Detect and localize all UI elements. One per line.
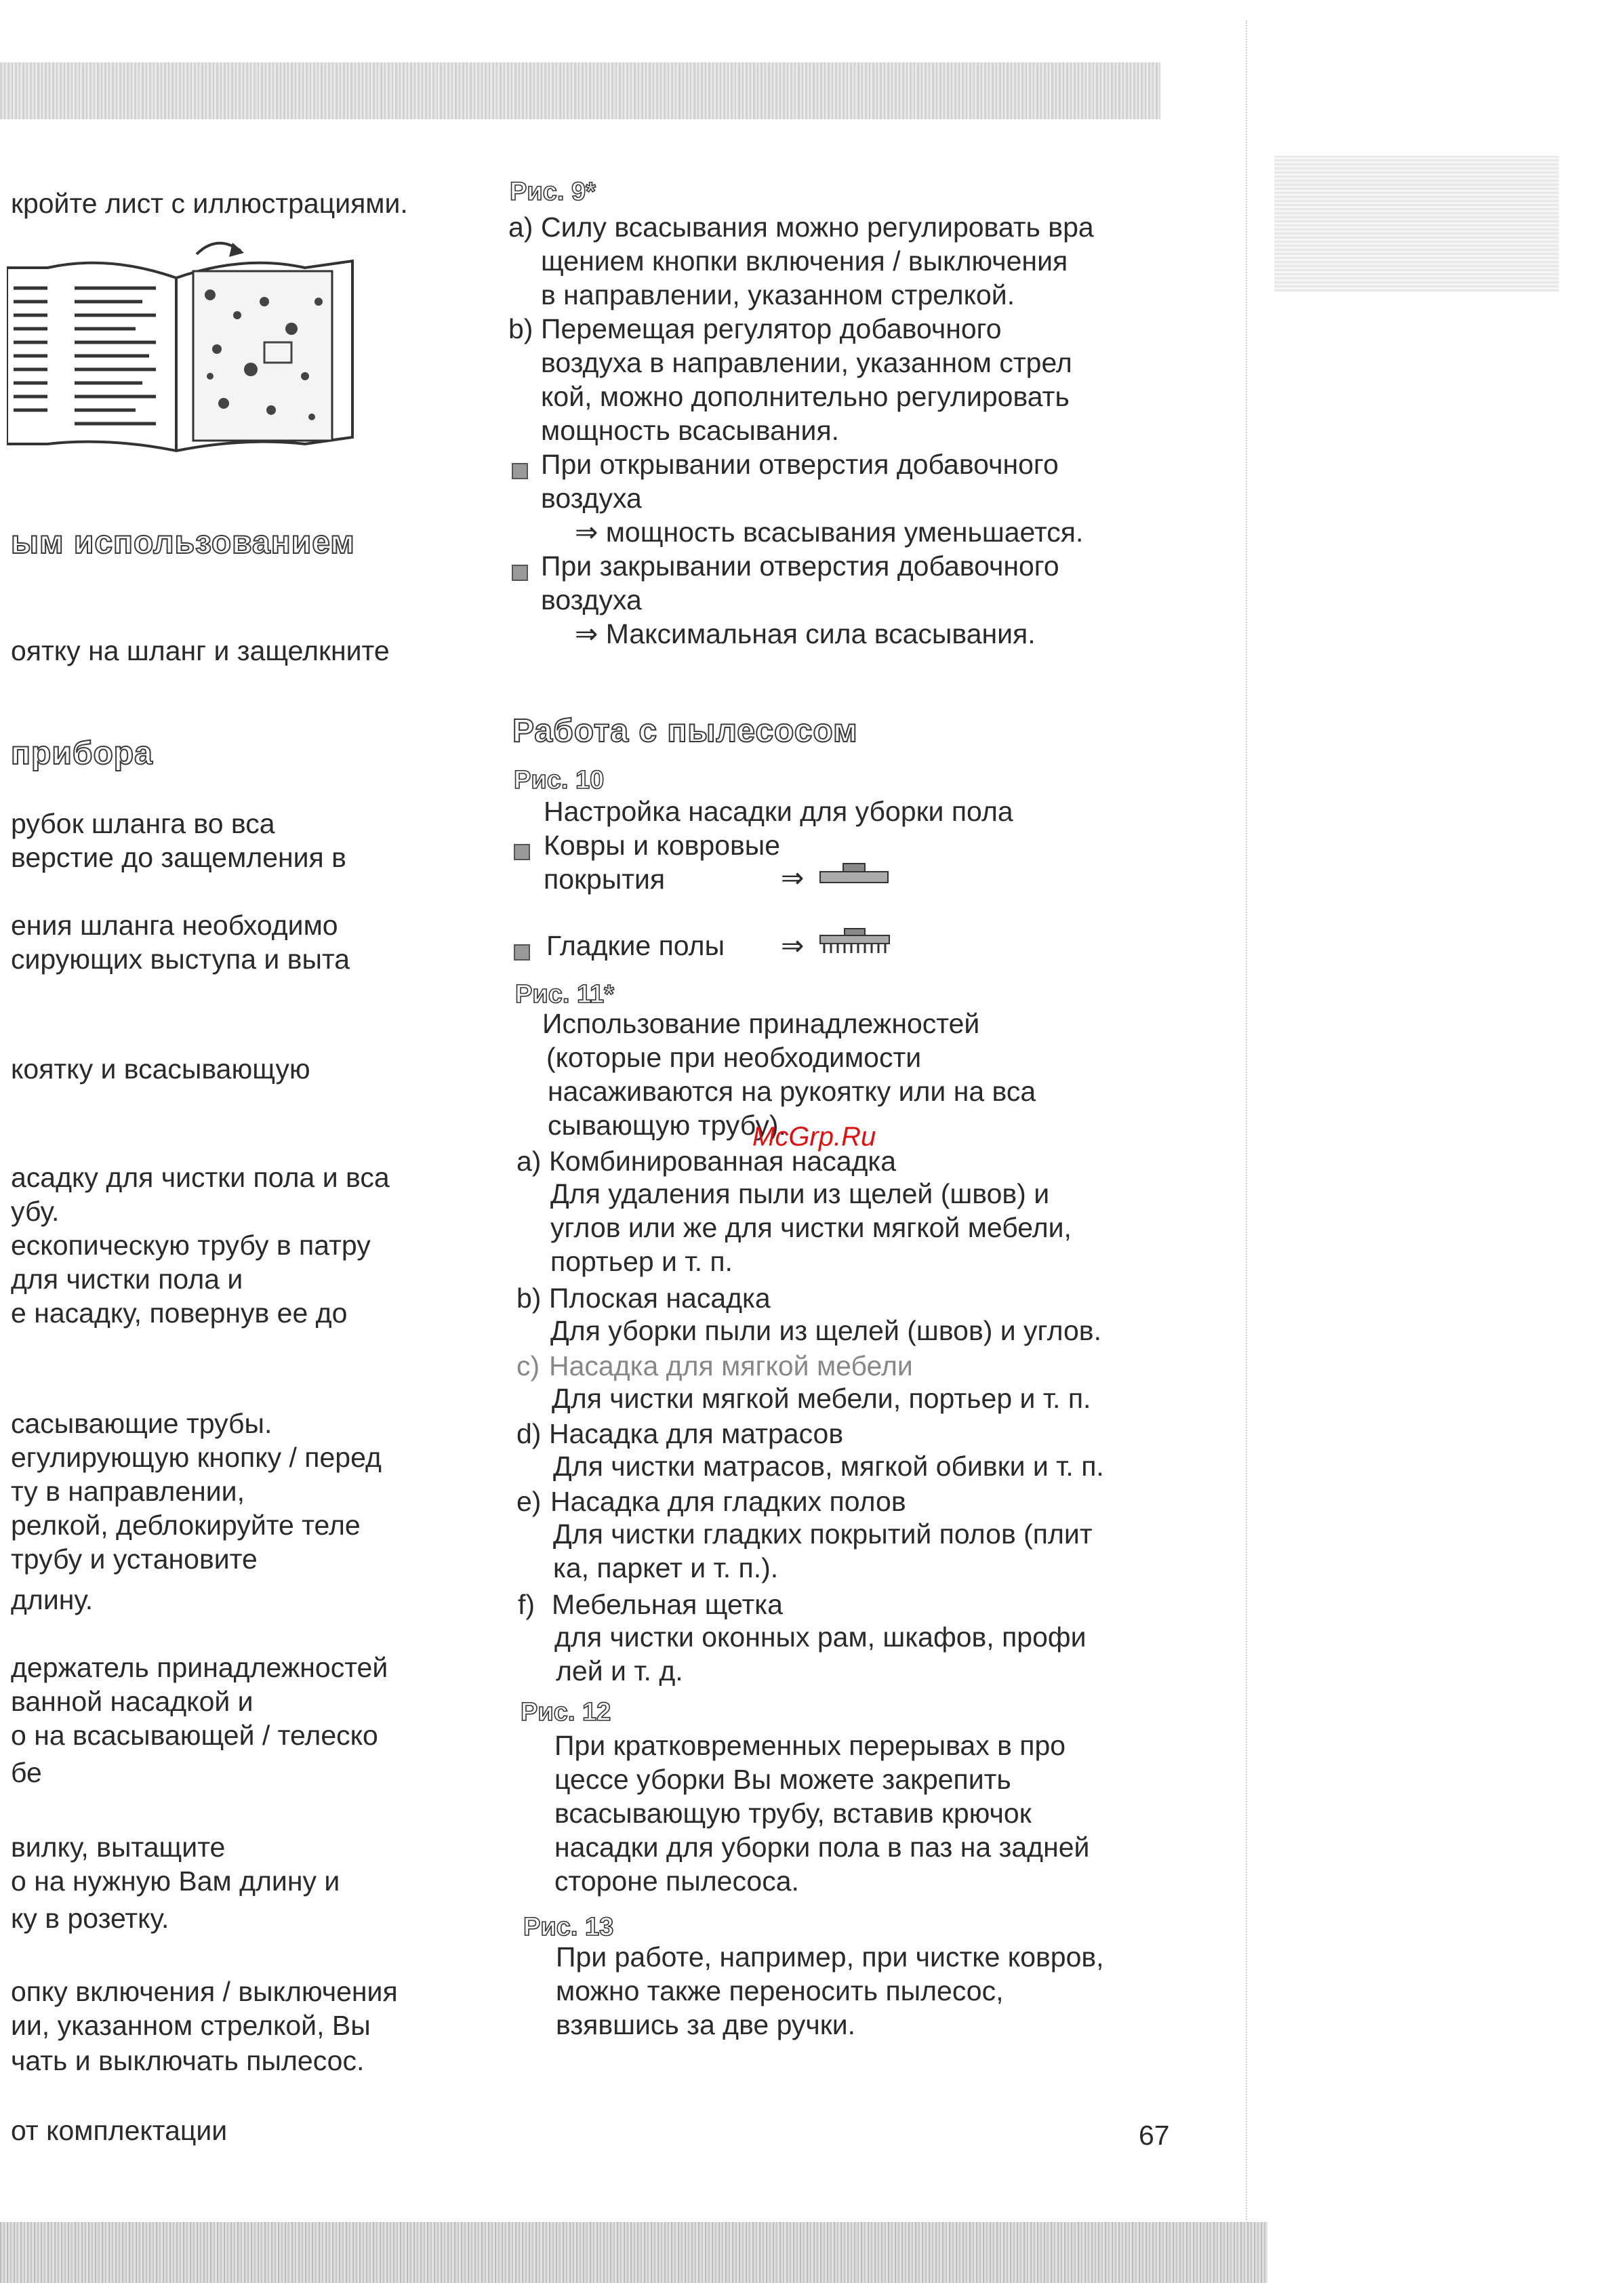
- fig11-label: Рис. 11*: [515, 980, 614, 1009]
- bullet-square: [512, 565, 528, 581]
- fig12-label: Рис. 12: [521, 1698, 611, 1726]
- fig10-carpet-line: Ковры и ковровые: [544, 830, 781, 861]
- fig9-a-line: Силу всасывания можно регулировать вра: [541, 211, 1094, 243]
- arrow-glyph: ⇒: [781, 862, 805, 893]
- fig11-item-marker: e): [516, 1486, 542, 1517]
- left-text-line: ения шланга необходимо: [11, 910, 338, 941]
- fig13-line: При работе, например, при чистке ковров,: [556, 1941, 1104, 1973]
- left-text-line: рубок шланга во вса: [11, 808, 275, 839]
- fig11-item-desc: Для удаления пыли из щелей (швов) и: [550, 1178, 1050, 1209]
- fig11-item-marker: c): [516, 1350, 540, 1381]
- page-number: 67: [1139, 2120, 1170, 2151]
- arrow-glyph: ⇒: [781, 930, 805, 961]
- fig9-b-line: Перемещая регулятор добавочного: [541, 313, 1002, 344]
- fig11-item-title: Насадка для матрасов: [549, 1418, 844, 1449]
- fig9-a-line: в направлении, указанном стрелкой.: [541, 279, 1015, 310]
- fig12-line: При кратковременных перерывах в про: [554, 1730, 1066, 1761]
- fig9-b-marker: b): [508, 313, 533, 344]
- fig9-result2: ⇒ Максимальная сила всасывания.: [575, 618, 1036, 649]
- fig9-bullet2-line: При закрывании отверстия добавочного: [541, 550, 1059, 582]
- left-text-line: е насадку, повернув ее до: [11, 1297, 348, 1329]
- fig11-item-desc: для чистки оконных рам, шкафов, профи: [554, 1621, 1087, 1653]
- fig11-item-marker: f): [518, 1589, 535, 1620]
- fig11-intro-line: насаживаются на рукоятку или на вса: [548, 1076, 1036, 1107]
- left-text-line: ку в розетку.: [11, 1903, 169, 1934]
- fig11-item-title: Мебельная щетка: [552, 1589, 783, 1620]
- fig11-item-desc: Для чистки гладких покрытий полов (плит: [553, 1518, 1093, 1550]
- left-text-line: чать и выключать пылесос.: [11, 2045, 365, 2076]
- fig11-item-marker: a): [516, 1146, 542, 1177]
- fig10-carpet-line: покрытия: [544, 864, 666, 895]
- left-text-line: егулирующую кнопку / перед: [11, 1442, 382, 1473]
- left-text-line: держатель принадлежностей: [11, 1652, 388, 1683]
- fig13-label: Рис. 13: [523, 1913, 614, 1941]
- fig9-b-line: кой, можно дополнительно регулировать: [541, 381, 1070, 412]
- left-text-line: кройте лист с иллюстрациями.: [11, 188, 408, 219]
- fig13-line: взявшись за две ручки.: [556, 2009, 856, 2040]
- fig13-line: можно также переносить пылесос,: [556, 1975, 1004, 2006]
- left-text-line: оятку на шланг и защелкните: [11, 635, 390, 666]
- left-text-line: асадку для чистки пола и вса: [11, 1162, 390, 1193]
- fig12-line: стороне пылесоса.: [554, 1865, 799, 1897]
- left-text-line: о на нужную Вам длину и: [11, 1865, 340, 1897]
- fig12-line: цессе уборки Вы можете закрепить: [554, 1764, 1011, 1795]
- scan-bottom-band: [0, 2222, 1267, 2283]
- fig9-b-line: воздуха в направлении, указанном стрел: [541, 347, 1072, 378]
- left-text-line: сирующих выступа и выта: [11, 944, 350, 975]
- left-text-line: о на всасывающей / телеско: [11, 1720, 378, 1751]
- fig11-item-title: Комбинированная насадка: [549, 1146, 897, 1177]
- fig11-item-title: Насадка для мягкой мебели: [549, 1350, 913, 1381]
- fig9-bullet2-line: воздуха: [541, 584, 642, 615]
- left-text-line: опку включения / выключения: [11, 1976, 398, 2007]
- fig9-bullet1-line: При открывании отверстия добавочного: [541, 449, 1059, 480]
- bullet-square: [514, 944, 530, 961]
- fig11-item-title: Насадка для гладких полов: [550, 1486, 906, 1517]
- bullet-square: [514, 844, 530, 860]
- fig9-result1: ⇒ мощность всасывания уменьшается.: [575, 517, 1084, 548]
- left-text-line: трубу и установите: [11, 1543, 258, 1575]
- smooth-floor-setting-icon: [819, 927, 891, 957]
- left-text-line: от комплектации: [11, 2115, 228, 2146]
- fig11-item-desc: лей и т. д.: [556, 1655, 683, 1686]
- fig11-item-desc: Для чистки матрасов, мягкой обивки и т. п.: [553, 1451, 1104, 1482]
- watermark: McGrp.Ru: [752, 1122, 876, 1152]
- fig9-a-line: щением кнопки включения / выключения: [541, 245, 1068, 277]
- fig11-item-desc: углов или же для чистки мягкой мебели,: [550, 1212, 1072, 1243]
- left-text-line: вилку, вытащите: [11, 1832, 226, 1863]
- fig11-intro-line: (которые при необходимости: [546, 1042, 922, 1073]
- fig9-bullet1-line: воздуха: [541, 483, 642, 514]
- bullet-square: [512, 463, 528, 479]
- left-text-line: убу.: [11, 1196, 60, 1227]
- fig11-item-desc: ка, паркет и т. п.).: [553, 1552, 779, 1583]
- fig12-line: всасывающую трубу, вставив крючок: [554, 1798, 1032, 1829]
- fig11-item-marker: b): [516, 1282, 542, 1314]
- fig9-b-line: мощность всасывания.: [541, 415, 840, 446]
- section-title: Работа с пылесосом: [512, 713, 858, 749]
- left-text-line: релкой, деблокируйте теле: [11, 1510, 361, 1541]
- left-text-line: коятку и всасывающую: [11, 1053, 310, 1085]
- fig11-item-desc: портьер и т. п.: [550, 1246, 733, 1277]
- scan-top-band: [0, 62, 1160, 119]
- fig9-label: Рис. 9*: [510, 178, 596, 206]
- scan-right-band: [1274, 156, 1559, 291]
- left-text-line: верстие до защемления в: [11, 842, 346, 873]
- left-heading: ым использованием: [11, 525, 355, 561]
- fig10-label: Рис. 10: [514, 766, 605, 794]
- carpet-setting-icon: [819, 861, 889, 888]
- left-text-line: длину.: [11, 1584, 94, 1615]
- fig11-intro-line: сывающую трубу).: [548, 1110, 786, 1141]
- left-text-line: ии, указанном стрелкой, Вы: [11, 2010, 371, 2041]
- left-text-line: ту в направлении,: [11, 1476, 245, 1507]
- left-heading: прибора: [11, 735, 153, 771]
- left-text-line: ескопическую трубу в патру: [11, 1230, 371, 1261]
- fig11-item-marker: d): [516, 1418, 542, 1449]
- fig10-intro: Настройка насадки для уборки пола: [544, 796, 1013, 827]
- fig10-smooth: Гладкие полы: [546, 930, 725, 961]
- fig11-item-title: Плоская насадка: [549, 1282, 771, 1314]
- left-text-line: сасывающие трубы.: [11, 1408, 272, 1439]
- page-edge: [1246, 20, 1247, 2271]
- fig11-item-desc: Для чистки мягкой мебели, портьер и т. п.: [552, 1383, 1091, 1414]
- fig9-a-marker: a): [508, 211, 533, 243]
- left-text-line: для чистки пола и: [11, 1264, 243, 1295]
- left-text-line: ванной насадкой и: [11, 1686, 253, 1717]
- left-text-line: бе: [11, 1757, 42, 1788]
- fig11-item-desc: Для уборки пыли из щелей (швов) и углов.: [550, 1315, 1101, 1346]
- open-manual-illustration: [7, 241, 359, 464]
- fig12-line: насадки для уборки пола в паз на задней: [554, 1832, 1090, 1863]
- fig11-intro-line: Использование принадлежностей: [542, 1008, 980, 1039]
